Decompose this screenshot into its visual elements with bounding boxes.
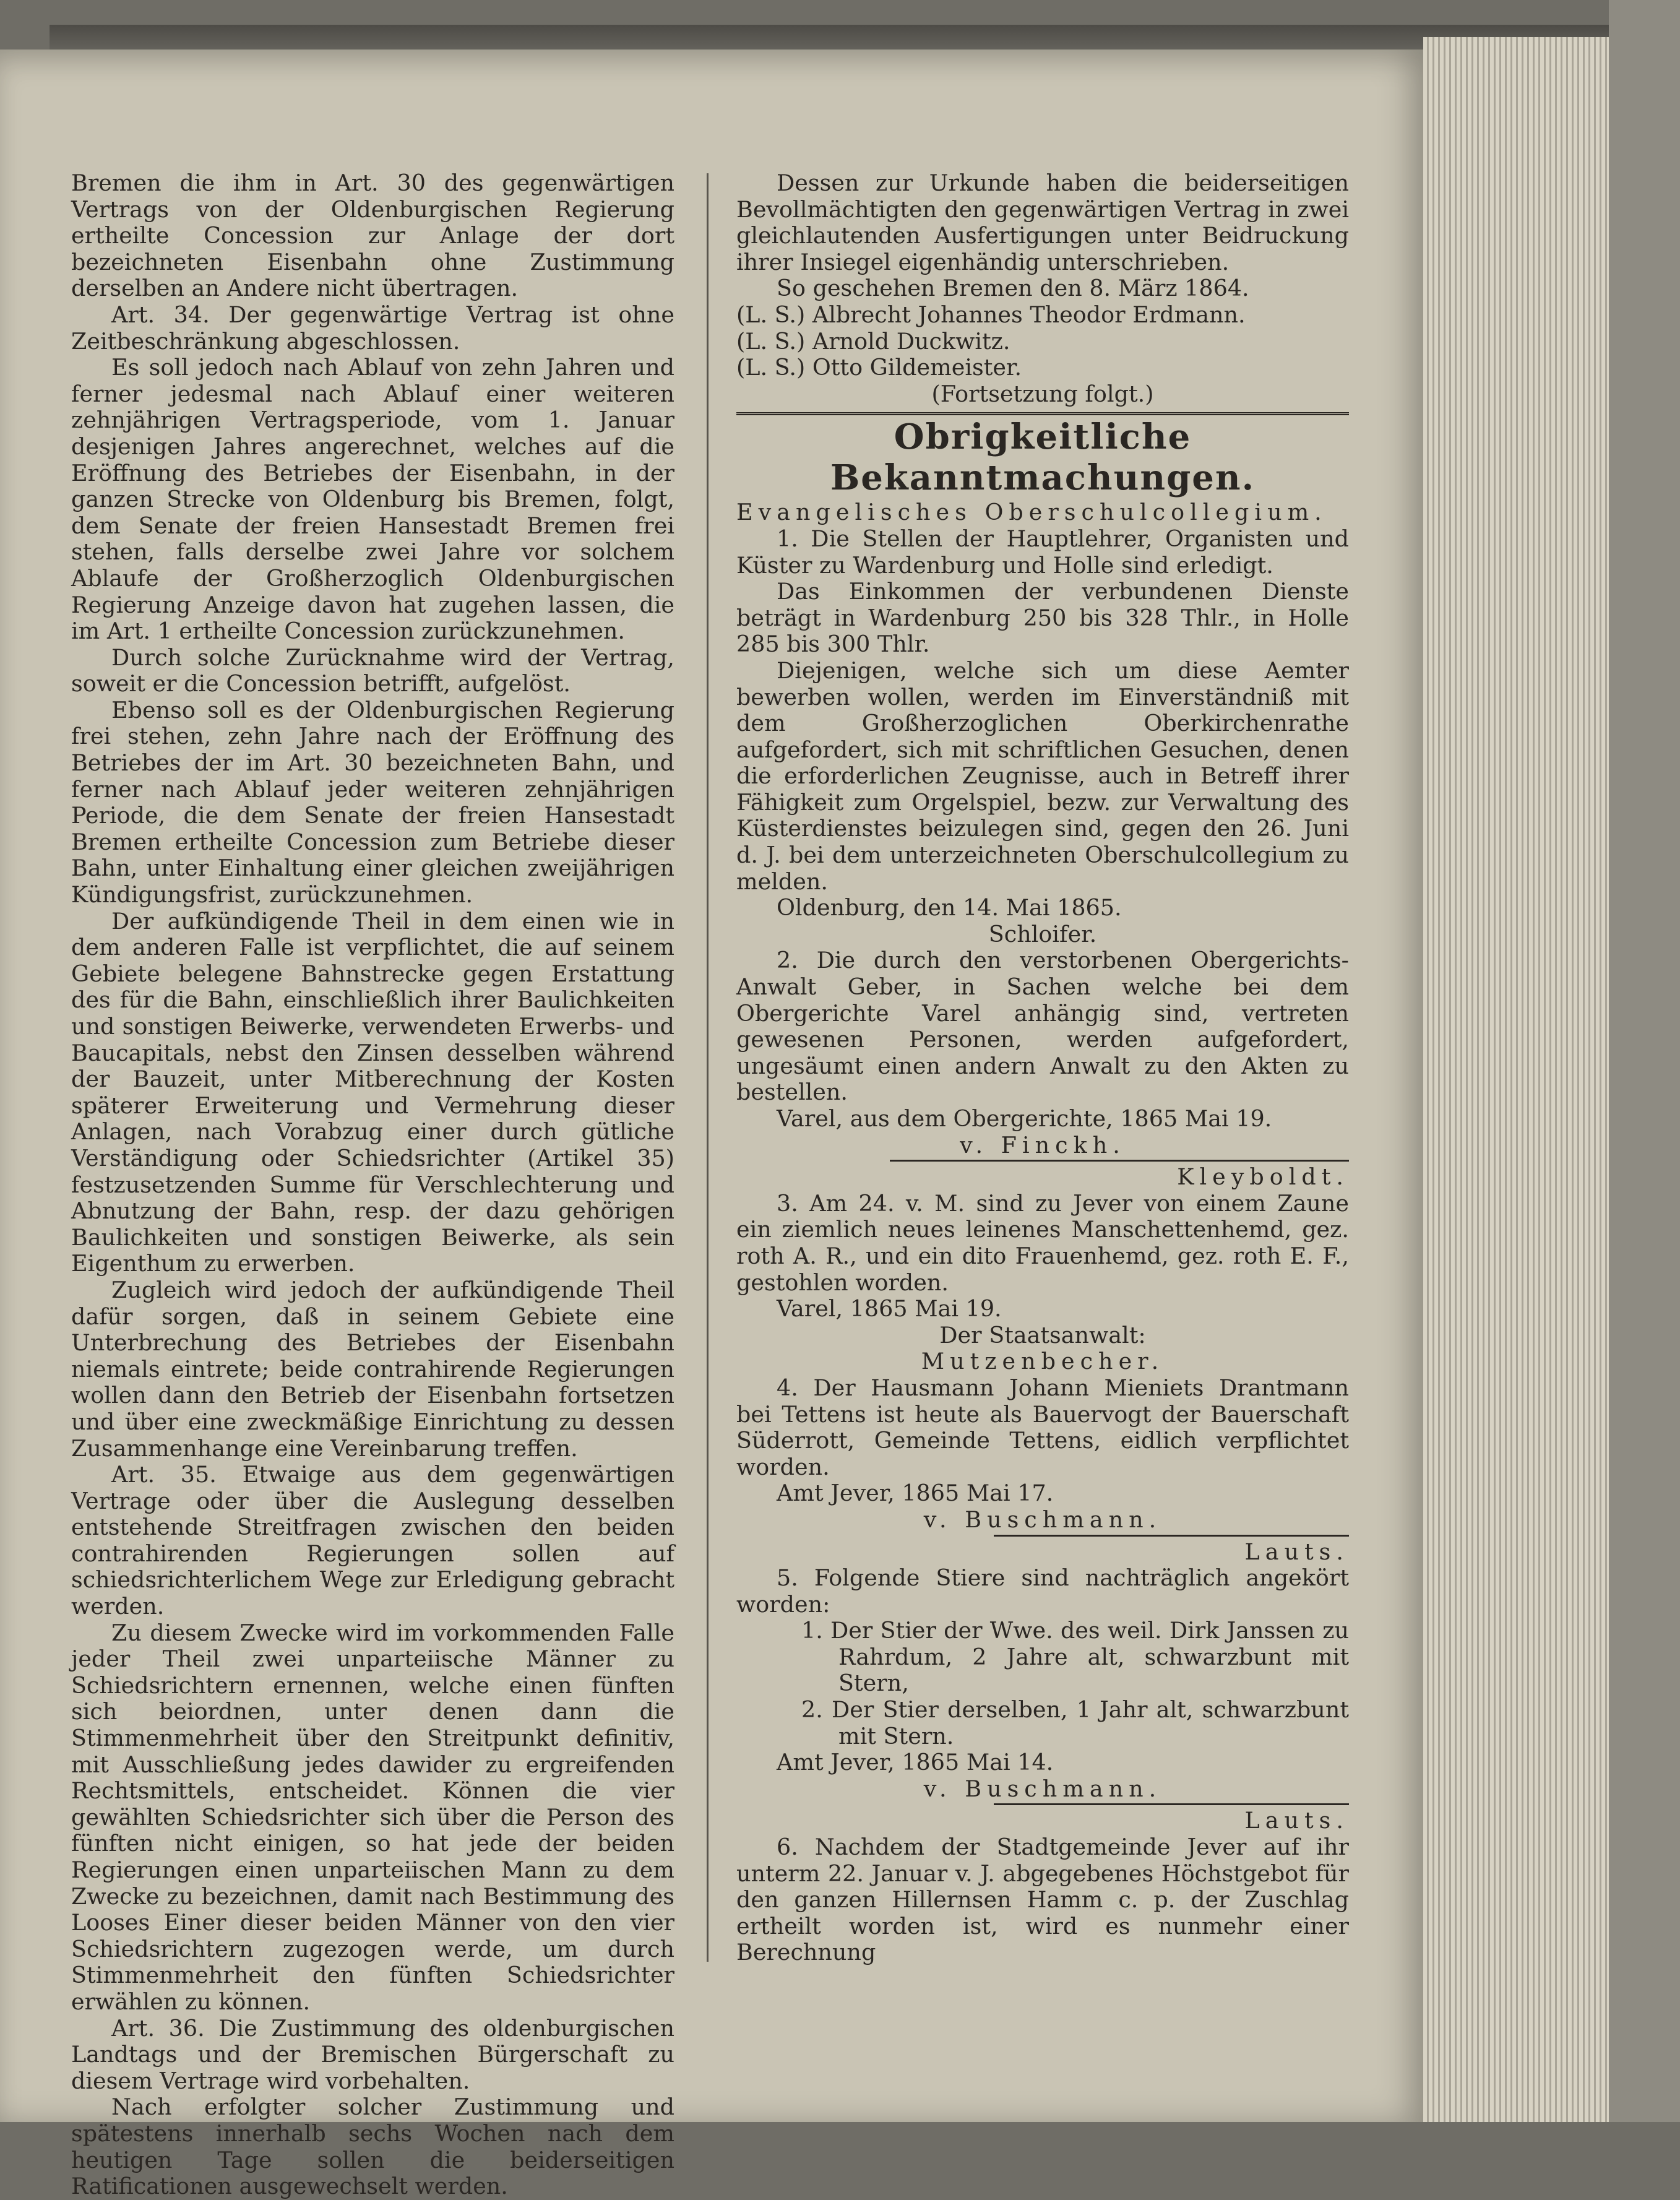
paragraph: (L. S.) Albrecht Johannes Theodor Erdmann. (736, 301, 1246, 328)
paragraph: Zu diesem Zwecke wird im vorkommenden Falle jeder Theil zwei unparteiische Männer zu Schiedsrichtern ernennen, welche einen fünften sich beiordnen, unter denen dann die Stimmenmehrheit über den Streitpunkt definitiv, mit Ausschließung jedes dawider zu ergreifenden Rechtsmittels, entscheidet. Können die vier gewählten Schiedsrichter sich über die Person des fünften nicht einigen, so hat jede der beiden Regierungen einen unparteiischen Mann zu dem Zwecke zu bezeichnen, damit nach Bestimmung des Looses Einer dieser beiden Männer von den vier Schiedsrichtern zugezogen werde, um durch Stimmenmehrheit den fünften Schiedsrichter erwählen zu können. (71, 1619, 674, 2015)
divider-rule (890, 1160, 1350, 1162)
column-divider (707, 173, 709, 1962)
centered-line: Mutzenbecher. (921, 1348, 1165, 1375)
paragraph: Nach erfolgter solcher Zustimmung und spätestens innerhalb sechs Wochen nach dem heutigen Tage sollen die beiderseitigen Ratificationen ausgewechselt werden. (71, 2094, 674, 2200)
paragraph: Diejenigen, welche sich um diese Aemter bewerben wollen, werden im Einverständniß mit dem Großherzoglichen Oberkirchenrathe aufgefordert, sich mit schriftlichen Gesuchen, denen die erforderlichen Zeugnisse, auch in Betreff ihrer Fähigkeit zum Orgelspiel, bezw. zur Verwaltung des Küsterdienstes beizulegen sind, gegen den 26. Juni d. J. bei dem unterzeichneten Oberschulcollegium zu melden. (736, 657, 1349, 895)
paragraph: 4. Der Hausmann Johann Mieniets Drantmann bei Tettens ist heute als Bauervogt der Bauerschaft Süderrott, Gemeinde Tettens, eidlich verpflichtet worden. (736, 1374, 1349, 1480)
paragraph: 1. Die Stellen der Hauptlehrer, Organisten und Küster zu Wardenburg und Holle sind erledigt. (736, 525, 1349, 579)
paragraph: 2. Die durch den verstorbenen Obergerichts-Anwalt Geber, in Sachen welche bei dem Obergerichte Varel anhängig sind, vertreten gewesenen Personen, werden aufgefordert, ungesäumt einen andern Anwalt zu den Akten zu bestellen. (736, 947, 1349, 1106)
list-item: 2. Der Stier derselben, 1 Jahr alt, schwarzbunt mit Stern. (801, 1696, 1349, 1749)
divider-rule (994, 1803, 1349, 1805)
centered-line: Der Staatsanwalt: (939, 1321, 1146, 1348)
centered-line: Schloifer. (988, 920, 1097, 947)
paragraph: Amt Jever, 1865 Mai 14. (777, 1749, 1054, 1776)
paragraph: (L. S.) Arnold Duckwitz. (736, 327, 1010, 355)
signature-line: Lauts. (1244, 1807, 1349, 1834)
centered-line: (Fortsetzung folgt.) (931, 380, 1154, 407)
signature-line: Kleyboldt. (1177, 1163, 1349, 1191)
book-page-edges (1423, 37, 1609, 2122)
right-column (736, 170, 1349, 1966)
left-column (71, 170, 674, 2200)
paragraph: 3. Am 24. v. M. sind zu Jever von einem Zaune ein ziemlich neues leinenes Manschettenhemd, gez. roth A. R., und ein dito Frauenhemd, gez. roth E. F., gestohlen worden. (736, 1189, 1349, 1296)
book-cover (1609, 0, 1680, 2122)
centered-line: v. Buschmann. (923, 1506, 1162, 1533)
centered-line: v. Finckh. (960, 1131, 1126, 1158)
paragraph: Art. 35. Etwaige aus dem gegenwärtigen Vertrage oder über die Auslegung desselben entstehende Streitfragen zwischen den beiden contrahirenden Regierungen sollen auf schiedsrichterlichem Wege zur Erledigung gebracht werden. (71, 1461, 674, 1620)
paragraph: 6. Nachdem der Stadtgemeinde Jever auf ihr unterm 22. Januar v. J. abgegebenes Höchstgebot für den ganzen Hillernsen Hamm c. p. der Zuschlag ertheilt worden ist, wird es nunmehr einer Berechnung (736, 1834, 1349, 1966)
paragraph: Durch solche Zurücknahme wird der Vertrag, soweit er die Concession betrifft, aufgelöst. (71, 644, 674, 697)
paragraph: Das Einkommen der verbundenen Dienste beträgt in Wardenburg 250 bis 328 Thlr., in Holle 285 bis 300 Thlr. (736, 578, 1349, 658)
paragraph: Der aufkündigende Theil in dem einen wie in dem anderen Falle ist verpflichtet, die auf seinem Gebiete belegene Bahnstrecke gegen Erstattung des für die Bahn, einschließlich ihrer Baulichkeiten und sonstigen Beiwerke, verwendeten Erwerbs- und Baucapitals, nebst den Zinsen desselben während der Bauzeit, unter Mitberechnung der Kosten späterer Erweiterung und Vermehrung dieser Anlagen, nach Vorabzug einer durch gütliche Verständigung oder Schiedsrichter (Artikel 35) festzusetzenden Summe für Verschlechterung und Abnutzung der Bahn, resp. der dazu gehörigen Baulichkeiten und sonstigen Beiwerke, als sein Eigenthum zu erwerben. (71, 907, 674, 1277)
paragraph: Varel, 1865 Mai 19. (777, 1295, 1002, 1322)
paragraph: Evangelisches Oberschulcollegium. (736, 499, 1327, 526)
list-item: 1. Der Stier der Wwe. des weil. Dirk Janssen zu Rahrdum, 2 Jahre alt, schwarzbunt mit Stern, (801, 1617, 1349, 1697)
paragraph: 5. Folgende Stiere sind nachträglich angekört worden: (736, 1564, 1349, 1618)
paragraph: Varel, aus dem Obergerichte, 1865 Mai 19. (777, 1105, 1272, 1132)
paragraph: Zugleich wird jedoch der aufkündigende Theil dafür sorgen, daß in seinem Gebiete eine Unterbrechung des Betriebes der Eisenbahn niemals eintrete; beide contrahirende Regierungen wollen dann den Betrieb der Eisenbahn fortsetzen und über eine zweckmäßige Einrichtung zu dessen Zusammenhange eine Vereinbarung treffen. (71, 1276, 674, 1462)
paragraph: Bremen die ihm in Art. 30 des gegenwärtigen Vertrags von der Oldenburgischen Regierung ertheilte Concession zur Anlage der dort bezeichneten Eisenbahn ohne Zustimmung derselben an Andere nicht übertragen. (71, 170, 674, 302)
paragraph: Oldenburg, den 14. Mai 1865. (777, 894, 1122, 921)
divider-rule (994, 1535, 1349, 1537)
centered-line: v. Buschmann. (923, 1775, 1162, 1802)
paragraph: (L. S.) Otto Gildemeister. (736, 354, 1022, 381)
paragraph: Art. 36. Die Zustimmung des oldenburgischen Landtags und der Bremischen Bürgerschaft zu diesem Vertrage wird vorbehalten. (71, 2014, 674, 2094)
section-heading: Obrigkeitliche Bekanntmachungen. (736, 412, 1349, 498)
paragraph: Art. 34. Der gegenwärtige Vertrag ist ohne Zeitbeschränkung abgeschlossen. (71, 301, 674, 355)
paragraph: Amt Jever, 1865 Mai 17. (777, 1480, 1054, 1507)
paragraph: Es soll jedoch nach Ablauf von zehn Jahren und ferner jedesmal nach Ablauf einer weiteren zehnjährigen Vertragsperiode, vom 1. Januar desjenigen Jahres angerechnet, welches auf die Eröffnung des Betriebes der Eisenbahn, in der ganzen Strecke von Oldenburg bis Bremen, folgt, dem Senate der freien Hansestadt Bremen frei stehen, falls derselbe zwei Jahre vor solchem Ablaufe der Großherzoglich Oldenburgischen Regierung Anzeige davon hat zugehen lassen, die im Art. 1 ertheilte Concession zurückzunehmen. (71, 354, 674, 645)
paragraph: Dessen zur Urkunde haben die beiderseitigen Bevollmächtigten den gegenwärtigen Vertrag in zwei gleichlautenden Ausfertigungen unter Beidruckung ihrer Insiegel eigenhändig unterschrieben. (736, 170, 1349, 275)
paragraph: So geschehen Bremen den 8. März 1864. (777, 275, 1249, 302)
signature-line: Lauts. (1244, 1538, 1349, 1565)
paragraph: Ebenso soll es der Oldenburgischen Regierung frei stehen, zehn Jahre nach der Eröffnung des Betriebes der im Art. 30 bezeichneten Bahn, und ferner nach Ablauf jeder weiteren zehnjährigen Periode, die dem Senate der freien Hansestadt Bremen ertheilte Concession zum Betriebe dieser Bahn, unter Einhaltung einer gleichen zweijährigen Kündigungsfrist, zurückzunehmen. (71, 696, 674, 908)
